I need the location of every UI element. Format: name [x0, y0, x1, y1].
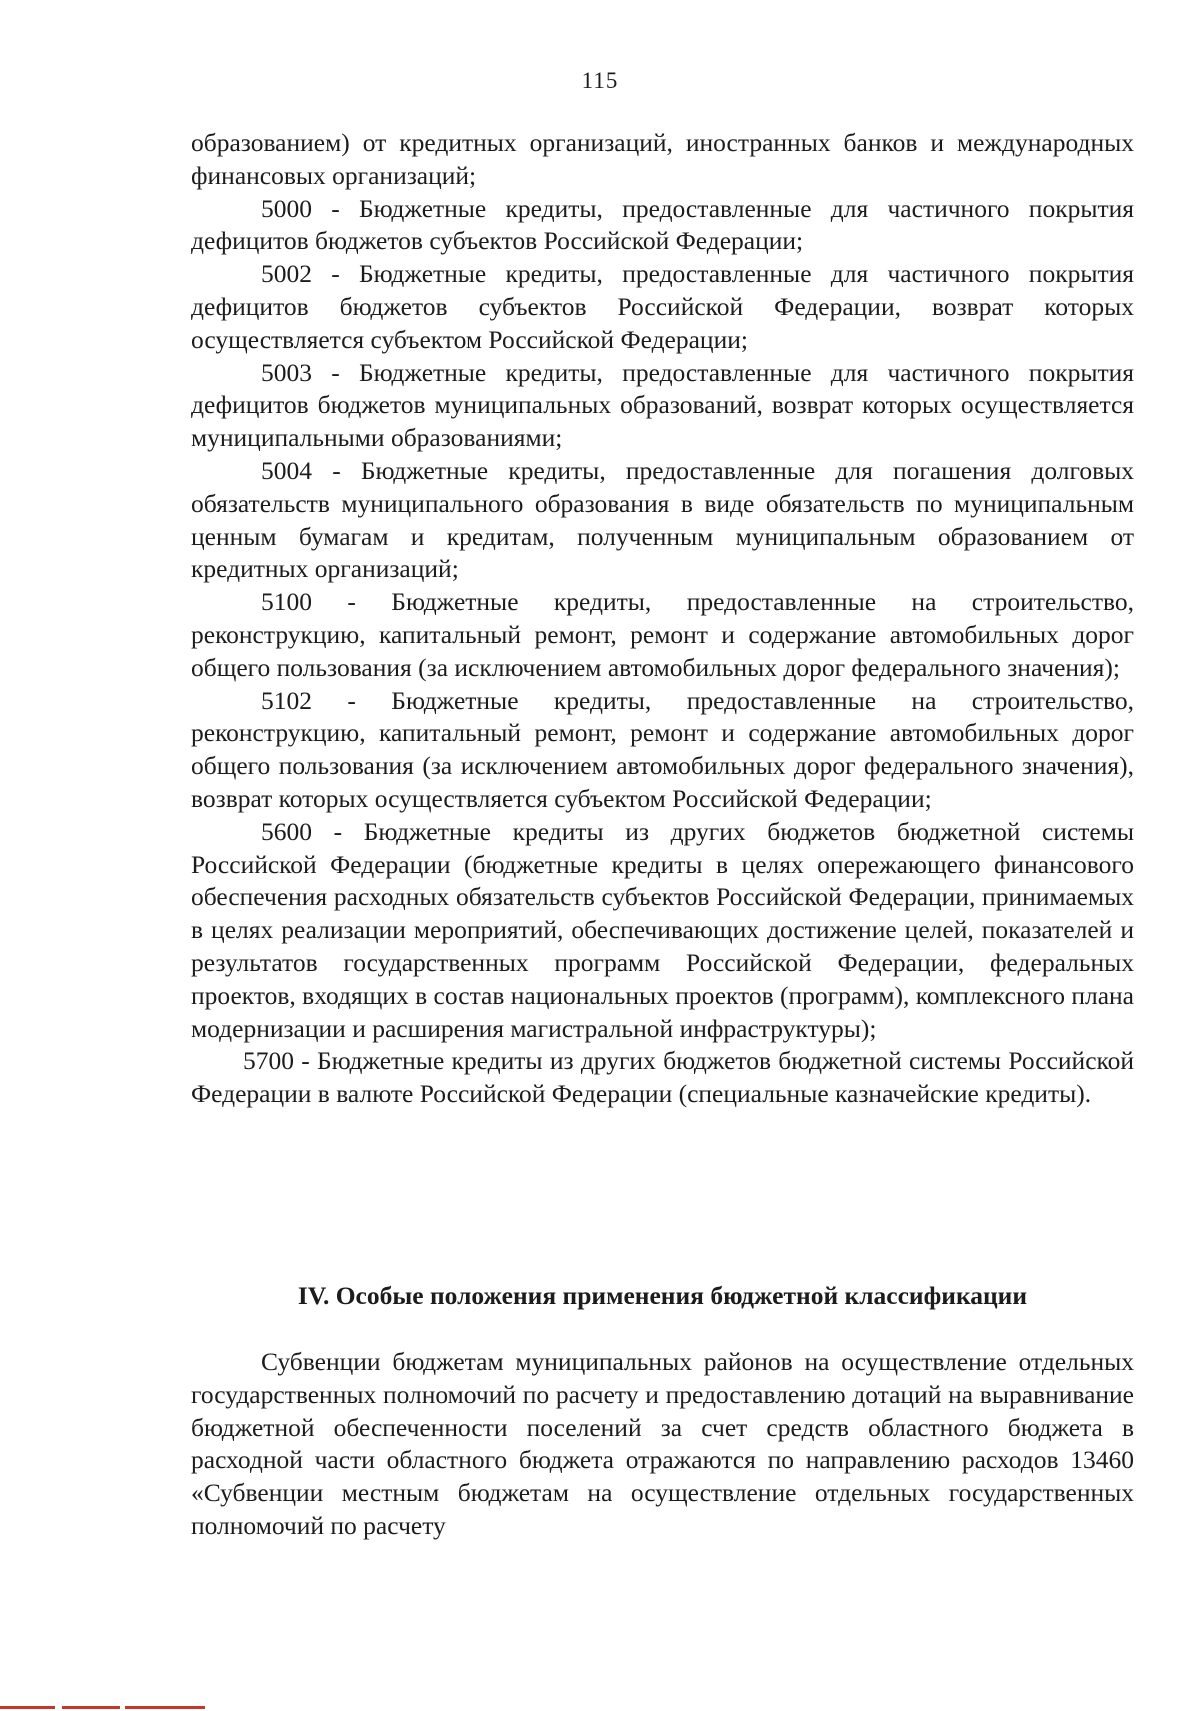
paragraph-code-5004: 5004 - Бюджетные кредиты, предоставленные для погашения долговых обязательств муниципального образования в виде обязательств по муниципальным ценным бумагам и кредитам, полученным муниципальным образованием от кредитных организаций;: [191, 455, 1134, 584]
section-heading: IV. Особые положения применения бюджетной классификации: [297, 1281, 1028, 1310]
paragraph-code-5700: 5700 - Бюджетные кредиты из других бюджетов бюджетной системы Российской Федерации в валюте Российской Федерации (специальные казначейские кредиты).: [191, 1046, 1134, 1109]
paragraph-code-5000: 5000 - Бюджетные кредиты, предоставленные для частичного покрытия дефицитов бюджетов субъектов Российской Федерации;: [191, 193, 1134, 256]
scan-edge-mark: [0, 1706, 205, 1709]
paragraph-code-5002: 5002 - Бюджетные кредиты, предоставленные для частичного покрытия дефицитов бюджетов субъектов Российской Федерации, возврат которых осуществляется субъектом Российской Федерации;: [191, 259, 1134, 354]
paragraph-code-5003: 5003 - Бюджетные кредиты, предоставленные для частичного покрытия дефицитов бюджетов муниципальных образований, возврат которых осуществляется муниципальными образованиями;: [191, 357, 1134, 453]
page-number: 115: [581, 68, 619, 93]
paragraph-continuation: образованием) от кредитных организаций, иностранных банков и международных финансовых организаций;: [191, 128, 1134, 190]
paragraph-code-5100: 5100 - Бюджетные кредиты, предоставленные на строительство, реконструкцию, капитальный ремонт, ремонт и содержание автомобильных дорог общего пользования (за исключением автомобильных дорог федерального значения);: [191, 587, 1134, 682]
paragraph-code-5600: 5600 - Бюджетные кредиты из других бюджетов бюджетной системы Российской Федерации (бюджетные кредиты в целях опережающего финансового обеспечения расходных обязательств субъектов Российской Федерации, принимаемых в целях реализации мероприятий, обеспечивающих достижение целей, показателей и результатов государственных программ Российской Федерации, федеральных проектов, входящих в состав национальных проектов (программ), комплексного плана модернизации и расширения магистральной инфраструктуры);: [191, 816, 1134, 1043]
document-body: [191, 127, 1134, 1111]
paragraph-code-5102: 5102 - Бюджетные кредиты, предоставленные на строительство, реконструкцию, капитальный ремонт, ремонт и содержание автомобильных дорог общего пользования (за исключением автомобильных дорог федерального значения), возврат которых осуществляется субъектом Российской Федерации;: [191, 685, 1134, 813]
section-paragraph: Субвенции бюджетам муниципальных районов на осуществление отдельных государственных полномочий по расчету и предоставлению дотаций на выравнивание бюджетной обеспеченности поселений за счет средств областного бюджета в расходной части областного бюджета отражаются по направлению расходов 13460 «Субвенции местным бюджетам на осуществление отдельных государственных полномочий по расчету: [191, 1347, 1134, 1540]
